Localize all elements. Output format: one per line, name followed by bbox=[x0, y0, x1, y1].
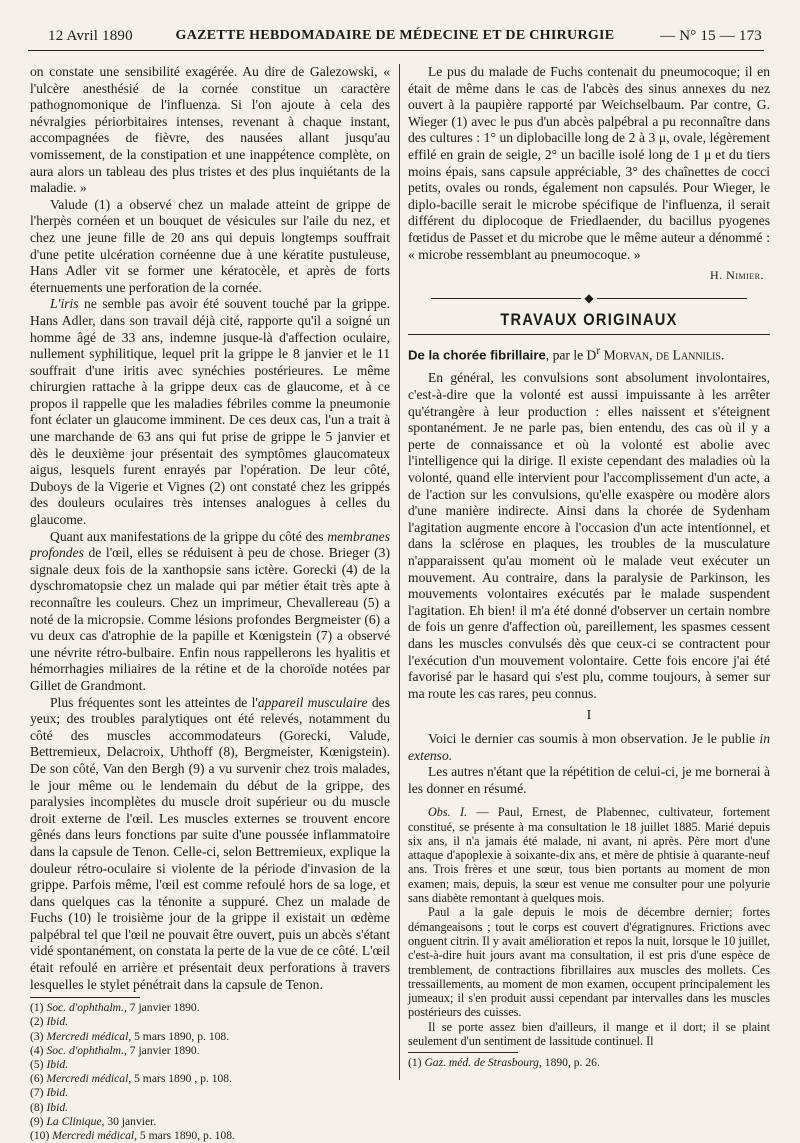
footnote bbox=[408, 1056, 770, 1070]
footnotes bbox=[30, 1001, 390, 1143]
header-rule bbox=[28, 50, 764, 51]
issue-date: 12 Avril 1890 bbox=[48, 28, 133, 44]
author-signature: H. Nimier. bbox=[710, 268, 764, 283]
footnote-source: Ibid. bbox=[46, 1086, 69, 1100]
paragraph-iris bbox=[30, 296, 390, 528]
footnote-number: (3) bbox=[30, 1029, 44, 1043]
footnote-detail: , 1890, p. 26. bbox=[538, 1056, 600, 1070]
page-number: 173 bbox=[738, 28, 762, 44]
footnote bbox=[30, 1030, 390, 1044]
article-byline-sup: r bbox=[596, 345, 601, 358]
footnote-number: (7) bbox=[30, 1086, 44, 1100]
footnote-number: (10) bbox=[30, 1129, 50, 1143]
membranes-suffix: de l'œil bbox=[83, 545, 130, 561]
footnote-detail: , 7 janvier 1890. bbox=[123, 1001, 200, 1015]
observation-paragraph: Paul a la gale depuis le mois de décembre dernier; fortes démangeaisons ; tout le corps est couvert d'égratignures. Frictions avec onguent citrin. Il y avait amélioration et repos la nuit, lorsque le 10 juillet, c'est-à-dire huit jours avant ma consultation, il est pris d'une espèce de tremblement, de contractions fibrillaires aux muscles des mollets. Ces tressaillements, au moment de mon examen, occupent principalement les jumeaux; il s'en produit aussi cependant par intervalles dans les muscles postérieurs des cuisses. bbox=[408, 905, 770, 1020]
column-divider bbox=[399, 64, 400, 1080]
footnote-source: La Clinique bbox=[46, 1114, 102, 1128]
section-numeral: I bbox=[586, 708, 592, 724]
footnote-number: (5) bbox=[30, 1058, 44, 1072]
footnote bbox=[30, 1001, 390, 1015]
page-number-block bbox=[660, 28, 762, 45]
footnote-number: (8) bbox=[30, 1100, 44, 1114]
footnote-detail: , 5 mars 1890, p. 108. bbox=[134, 1129, 235, 1143]
footnote-source: Ibid. bbox=[46, 1100, 69, 1114]
paragraph-muscles bbox=[30, 695, 390, 994]
article-byline-prefix: , par le D bbox=[545, 347, 597, 363]
appareil-label: appareil musculaire bbox=[257, 694, 368, 710]
paragraph-text: Plus fréquentes sont les atteintes de l' bbox=[50, 694, 258, 710]
footnote-number: (4) bbox=[30, 1043, 44, 1057]
article-title: De la chorée fibrillaire bbox=[408, 347, 546, 363]
footnote-source: Ibid. bbox=[46, 1058, 69, 1072]
section-rule bbox=[408, 334, 770, 335]
in-extenso: in extenso. bbox=[408, 730, 770, 763]
section-ornament: ◆ bbox=[408, 292, 770, 304]
footnote bbox=[30, 1058, 390, 1072]
footnote-rule bbox=[30, 997, 140, 998]
paragraph-text: Quant aux manifestations de la grippe du côté des bbox=[50, 528, 324, 544]
footnote-source: Gaz. méd. de Strasbourg bbox=[424, 1056, 539, 1070]
footnote-source: Soc. d'ophthalm. bbox=[46, 1001, 124, 1015]
footnote-detail: , 30 janvier. bbox=[101, 1114, 157, 1128]
right-column bbox=[408, 64, 770, 1080]
paragraph: Valude (1) a observé chez un malade atteint de grippe de l'herpès cornéen et un bouquet de vésicules sur l'aile du nez, et chez une jeune fille de 20 ans qui depuis longtemps souffrait d'une petite ulcération cornéenne due à une kératite pustuleuse, Hans Adler vit se former une kératocèle, et après de forts éternuements une perforation de la cornée. bbox=[30, 196, 390, 295]
paragraph-membranes bbox=[30, 529, 390, 695]
footnote bbox=[30, 1044, 390, 1058]
footnote-number: (9) bbox=[30, 1114, 44, 1128]
footnote-number: (1) bbox=[30, 1001, 44, 1015]
footnote bbox=[30, 1086, 390, 1100]
footnote bbox=[30, 1115, 390, 1129]
article-author: Morvan, de Lannilis. bbox=[600, 347, 725, 363]
footnote-source: Ibid. bbox=[46, 1015, 69, 1029]
paragraph: Le pus du malade de Fuchs contenait du pneumocoque; il en était de même dans le cas de l'abcès des sinus annexes du nez ouvert à la paupière rapporté par Weichselbaum. Par contre, G. Wieger (1) avec le pus d'un abcès palpébral a pu reconnaître dans des cultures : 1° un diplobacille long de 2 à 3 μ, ovale, légèrement effilé en grain de seigle, 2° un bacille isolé long de 1 μ et du tiers moins épais, sans capsule appréciable, 3° des chaînettes de cocci petits, ovales ou ronds, également non capsulés. Pour Wieger, le diplo-bacille serait le microbe spécifique de l'influenza, il serait différent du diplocoque de Friedlaender, du bacillus pyogenes fœtidus de Passet et du microbe que le même auteur a dénommé : « microbe ressemblant au pneumocoque. » bbox=[408, 64, 770, 262]
footnote bbox=[30, 1101, 390, 1115]
footnote-detail: , 5 mars 1890, p. 108. bbox=[128, 1029, 230, 1043]
iris-label: L'iris bbox=[50, 296, 79, 312]
article-heading bbox=[408, 343, 770, 364]
footnote-rule bbox=[408, 1052, 518, 1053]
paragraph-text: , elles se réduisent à peu de chose. Brieger (3) signale deux fois de la xanthopsie sans ictère. Gorecki (4) de la dyschromatopsie chez un malade qui par métier était très apte à reconnaître les couleurs. Chez un imprimeur, Chevallereau (5) a noté de la micropsie. Comme lésions profondes Bergmeister (6) a vu deux cas d'atrophie de la papille et Kœnigstein (7) a observé une névrite rétro-bulbaire. Enfin nous rappellerons les hyalitis et hémorrhagies miliaires de la rétine et de la choroïde notées par Gillet de Grandmont. bbox=[30, 545, 391, 693]
observation bbox=[408, 805, 770, 905]
footnote-number: (2) bbox=[30, 1015, 44, 1029]
membranes-label: membranes profondes bbox=[30, 528, 390, 561]
paragraph-text: ne semble pas avoir été souvent touché par la grippe. Hans Adler, dans son travail déjà cité, rapporte qu'il a soigné un homme âgé de 33 ans, indemne jusque-là d'affection oculaire, nullement syphilitique, lequel prit la grippe le 8 janvier et le 11 souffrait d'une iritis avec synéchies postérieures. Le même chirurgien rattache à la grippe deux cas de glaucome, et à ce propos il rappelle que les maladies fébriles comme la pneumonie font éclater un glaucome imminent. De ces deux cas, l'un a trait à une marchande de 63 ans qui fut prise de grippe le 5 janvier et dès le deuxième jour présentait des symptômes glaucomateux aigus, lesquels furent enrayés par l'opération. De leur côté, Duboys de la Vigerie et Vignes (2) ont constaté chez les grippés des douleurs oculaires très intenses analogues à celles du glaucome. bbox=[30, 296, 390, 528]
section-title: TRAVAUX ORIGINAUX bbox=[500, 309, 678, 329]
footnote bbox=[30, 1129, 390, 1143]
footnote-source: Mercredi médical bbox=[46, 1029, 129, 1043]
paragraph bbox=[408, 731, 770, 764]
footnote-source: Soc. d'ophthalm. bbox=[46, 1043, 124, 1057]
footnote-detail: , 5 mars 1890 , p. 108. bbox=[128, 1072, 233, 1086]
paragraph: En général, les convulsions sont absolument involontaires, c'est-à-dire que la volonté est aussi impuissante à les arrêter qu'étrangère à leur production : elles naissent et s'éteignent spontanément. Je ne parle pas, bien entendu, des cas où il y a perte de connaissance et où la volonté est abolie avec l'intelligence qui la dirige. Il existe cependant des maladies où la volonté, quand elle intervient pour l'accomplissement d'un acte, a de l'action sur les convulsions, qu'elle exaspère ou modère alors d'une manière indirecte. Ainsi dans la chorée de Sydenham l'agitation augmente encore à l'occasion d'un acte intentionnel, et dans la sclérose en plaques, les troubles de la musculature n'apparaissent qu'au moment où le malade veut exécuter un mouvement. Au contraire, dans la paralysie de Parkinson, les mouvements volontaires exécutés par le malade suspendent l'agitation. Eh bien! il m'a été donné d'observer un certain nombre de fois un genre d'affection où, pareillement, les spasmes cessent dans les muscles convulsés dès que ceux-ci se contractent pour l'exécution d'un mouvement volontaire. Cette fois encore j'ai été favorisé par le hasard qui s'est plu, comme toujours, à semer sur ma route les cas rares, peu connus. bbox=[408, 370, 770, 701]
observation-paragraph: Il se porte assez bien d'ailleurs, il mange et il dort; il se plaint seulement d'un sentiment de lassitude continuel. Il bbox=[408, 1019, 770, 1049]
journal-title: GAZETTE HEBDOMADAIRE DE MÉDECINE ET DE CHIRURGIE bbox=[175, 28, 615, 43]
footnote bbox=[30, 1015, 390, 1029]
paragraph: on constate une sensibilité exagérée. Au dire de Galezowski, « l'ulcère anesthésié de la cornée constitue un caractère pathognomonique de l'influenza. Si l'on ajoute à cela des névralgies périorbitaires intenses, revenant à chaque instant, accompagnées de fièvre, des nausées allant jusqu'au vomissement, de la constipation et une inappétence complète, on aura alors un tableau des plus tristes et des plus inquiétants de la maladie. » bbox=[30, 64, 390, 196]
footnote-source: Mercredi médical bbox=[46, 1072, 129, 1086]
footnote-number: (6) bbox=[30, 1072, 44, 1086]
left-column bbox=[30, 64, 391, 1143]
issue-number: — N° 15 — bbox=[660, 28, 735, 44]
footnote bbox=[30, 1072, 390, 1086]
footnote-number: (1) bbox=[408, 1056, 422, 1070]
observation-text: — Paul, Ernest, de Plabennec, cultivateur, fortement constitué, se présente à ma consultation le 18 juillet 1885. Marié depuis six ans, il n'a jamais été malade, ni avant, ni après. Père mort d'une attaque d'apoplexie à soixante-dix ans, et mère de phtisie à quarante-neuf ans. Trois frères et une sœur, tous bien portants au moment de mon examen; mais, depuis, la sœur est venue me consulter pour une polyurie sans diabète remontant à quelques mois. bbox=[408, 805, 771, 906]
footnote-source: Mercredi médical bbox=[52, 1129, 135, 1143]
paragraph-text: Voici le dernier cas soumis à mon observation. Je le publie bbox=[428, 730, 760, 746]
paragraph: Les autres n'étant que la répétition de celui-ci, je me bornerai à les donner en résumé. bbox=[408, 764, 770, 796]
observation-label: Obs. I. bbox=[428, 805, 468, 820]
footnote-detail: , 7 janvier 1890. bbox=[123, 1043, 200, 1057]
paragraph-text: des yeux; des troubles paralytiques ont été relevés, notamment du côté des muscles accommodateurs (Gorecki, Valude, Bettremieux, Delacroix, Uhthoff (8), Bergmeister, Kœnigstein). De son côté, Van den Bergh (9) a vu survenir chez trois malades, le jour même ou le lendemain du début de la grippe, des paralysies incomplètes du muscle droit supérieur ou du muscle droit externe de l'œil. Les muscles externes se trouvent encore gênés dans leurs fonctions par suite d'une poussée inflammatoire dans la capsule de Tenon. Celle-ci, selon Bettremieux, explique la douleur rétro-oculaire si violente de la période d'invasion de la grippe. Parfois même, l'œil est comme refoulé hors de sa loge, et dans quelques cas la ténonite a suppuré. Chez un malade de Fuchs (10) le troisième jour de la grippe il existait un œdème palpébral tel que l'œil ne pouvait être ouvert, puis un abcès s'étant vidé spontanément, on constata la perte de la vue de ce côté. L'œil était refoulé en arrière et présentait deux perforations à travers lesquelles le stylet pénétrait dans la capsule de Tenon. bbox=[30, 694, 390, 992]
